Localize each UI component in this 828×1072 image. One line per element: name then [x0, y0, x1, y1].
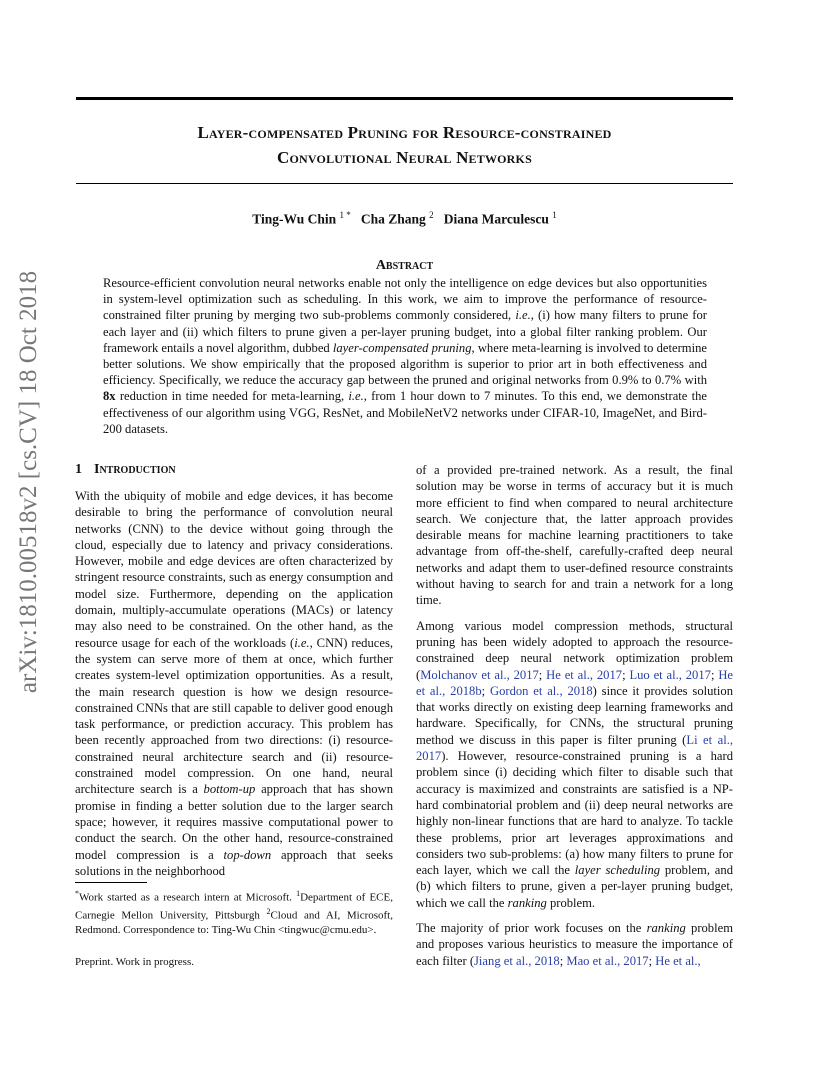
arxiv-stamp-text: arXiv:1810.00518v2 [cs.CV] 18 Oct 2018 [15, 270, 42, 694]
author-affiliation-mark: 1 [552, 210, 557, 220]
author-name: Cha Zhang [360, 211, 426, 227]
body-text: ; [559, 953, 567, 968]
body-text: Among various model compression methods, structural pruning has been widely adopted to approach the resource-constrained deep neural network optimization problem ( [416, 618, 733, 682]
author-name: Diana Marculescu [443, 211, 549, 227]
footnote-mark: 2 [266, 907, 271, 917]
abstract-text: reduction in time needed for meta-learning, [115, 389, 349, 404]
abstract-text: , (i) how many filters to prune for each layer and (ii) which filters to prune given a per-layer pruning budget, into a global filter ranking problem. Our framework entails a novel algorithm, dubbed [103, 308, 707, 355]
section-title: Introduction [94, 462, 176, 477]
body-text: approach that seeks solutions in the neighborhood [75, 847, 393, 878]
footnote-text: Cloud and AI, Microsoft, Redmond. Correspondence to: Ting-Wu Chin <tingwuc@cmu.edu>. [75, 909, 393, 937]
footnote-text: Department of ECE, Carnegie Mellon University, Pittsburgh [75, 891, 393, 922]
paragraph [416, 618, 733, 911]
body-text: The majority of prior work focuses on the [416, 921, 647, 936]
citation-link[interactable]: Jiang et al., 2018 [474, 953, 560, 968]
body-text: ; [481, 683, 490, 698]
paper-title [76, 120, 733, 170]
body-text: problem. [546, 895, 596, 910]
title-line-2: Convolutional Neural Networks [277, 148, 532, 167]
footnote-mark: 1 [296, 889, 301, 898]
body-text: ; [622, 667, 630, 682]
citation-link[interactable]: Molchanov et al., 2017 [420, 667, 539, 682]
citation-link[interactable]: Mao et al., 2017 [566, 953, 649, 968]
footnote-mark: * [75, 889, 79, 898]
title-bottom-rule [76, 183, 733, 184]
paragraph [416, 920, 733, 969]
abstract-heading: Abstract [375, 258, 434, 273]
abstract-text: , from 1 hour down to 7 minutes. To this end, we demonstrate the effectiveness of our algorithm using VGG, ResNet, and MobileNetV2 networks under CIFAR-10, ImageNet, and Bird-200 datasets. [103, 389, 707, 436]
left-column-text [75, 488, 393, 879]
author-name: Ting-Wu Chin [252, 211, 337, 227]
body-text: i.e. [294, 635, 310, 650]
abstract-body [103, 275, 707, 437]
body-text: , CNN) reduces, the system can serve more of them at once, which further creates system-level optimization opportunities. As a result, the main research question is how we design resource-constrained CNNs that are still capable to deliver good enough task performance, or prediction accuracy. This problem has been recently approached from two directions: (i) resource-constrained neural architecture search and (ii) resource-constrained model compression. On one hand, neural architecture search is a [75, 635, 393, 797]
body-text: layer scheduling [574, 863, 661, 878]
citation-link[interactable]: Luo et al., 2017 [629, 667, 711, 682]
body-text: ; [710, 667, 719, 682]
body-text: approach that has shown promise in finding a better solution due to the larger search space; however, it requires massive computational power to conduct the search. On the other hand, resource-constrained model compression is a [75, 782, 393, 862]
citation-link[interactable]: Li et al., 2017 [416, 732, 733, 764]
body-text: With the ubiquity of mobile and edge devices, it has become desirable to bring the performance of convolution neural networks (CNN) to the device without going through the cloud, especially due to latency and privacy considerations. However, mobile and edge devices are often characterized by stringent resource constraints, such as energy consumption and model size. Furthermore, depending on the application domain, multiply-accumulate operations (MACs) or latency may also need to be constrained. On the other hand, as the resource usage for each of the workloads ( [75, 489, 393, 650]
body-text: ranking [646, 921, 686, 936]
paragraph: of a provided pre-trained network. As a result, the final solution may be worse in terms of accuracy but it is much more efficient to find when compared to neural architecture search. We conjecture that, the latter approach provides desirable means for machine learning practitioners to take advantage from off-the-shelf, carefully-crafted deep neural networks and adapt them to user-defined resource constraints without having to search for and train a network for a long time. [416, 463, 733, 608]
footnote-text: Work started as a research intern at Microsoft. [79, 891, 297, 904]
footnote [75, 887, 393, 938]
top-rule [76, 97, 733, 100]
citation-link[interactable]: He et al., [655, 953, 701, 968]
right-column-text [416, 462, 733, 969]
abstract-text: , where meta-learning is involved to determine better solutions. We show empirically that the proposed algorithm is superior to prior art in both effectiveness and efficiency. Specifically, we reduce the accuracy gap between the pruned and original networks from 0.9% to 0.7% with [103, 340, 707, 388]
body-text: ) since it provides solution that works directly on existing deep learning frameworks and hardware. Specifically, for CNNs, the structural pruning method we discuss in this paper is filter pruning ( [416, 683, 734, 747]
footnote-rule [75, 882, 147, 883]
section-heading [75, 462, 176, 478]
citation-link[interactable]: He et al., 2017 [546, 667, 623, 682]
abstract-text: Resource-efficient convolution neural networks enable not only the intelligence on edge devices but also opportunities in system-level optimization such as scheduling. In this work, we aim to improve the performance of resource-constrained filter pruning by merging two sub-problems commonly considered, [103, 276, 707, 323]
citation-link[interactable]: He et al., 2018b [416, 667, 733, 698]
body-text: problem, and (b) which filters to prune, given a per-layer pruning budget, which we call the [416, 863, 733, 910]
body-text: ; [648, 953, 656, 968]
author-affiliation-mark: 1 * [339, 210, 351, 220]
abstract-text: 8x [103, 389, 116, 404]
preprint-note: Preprint. Work in progress. [75, 956, 194, 968]
arxiv-identifier [14, 270, 44, 694]
abstract-text: i.e. [515, 308, 531, 323]
citation-link[interactable]: Gordon et al., 2018 [489, 683, 593, 698]
section-number: 1 [75, 462, 82, 477]
abstract-text: i.e. [348, 389, 364, 404]
body-text: ranking [507, 895, 547, 910]
body-text: bottom-up [203, 782, 256, 797]
author-affiliation-mark: 2 [429, 210, 434, 220]
body-text: top-down [223, 847, 272, 862]
body-text: problem and proposes various heuristics to measure the importance of each filter ( [416, 921, 733, 968]
abstract-text: layer-compensated pruning [332, 340, 472, 355]
body-text: ; [538, 667, 547, 682]
title-line-1: Layer-compensated Pruning for Resource-constrained [197, 123, 612, 142]
body-text: ). However, resource-constrained pruning is a hard problem since (i) deciding which filter to disable such that accuracy is maximized and constraints are satisfied is a NP-hard combinatorial problem and (ii) deep neural networks are highly non-linear functions that are hard to analyze. To tackle these problems, prior art leverages approximations and considers two sub-problems: (a) how many filters to prune for each layer, which we call the [416, 749, 733, 878]
author-list [76, 210, 733, 228]
